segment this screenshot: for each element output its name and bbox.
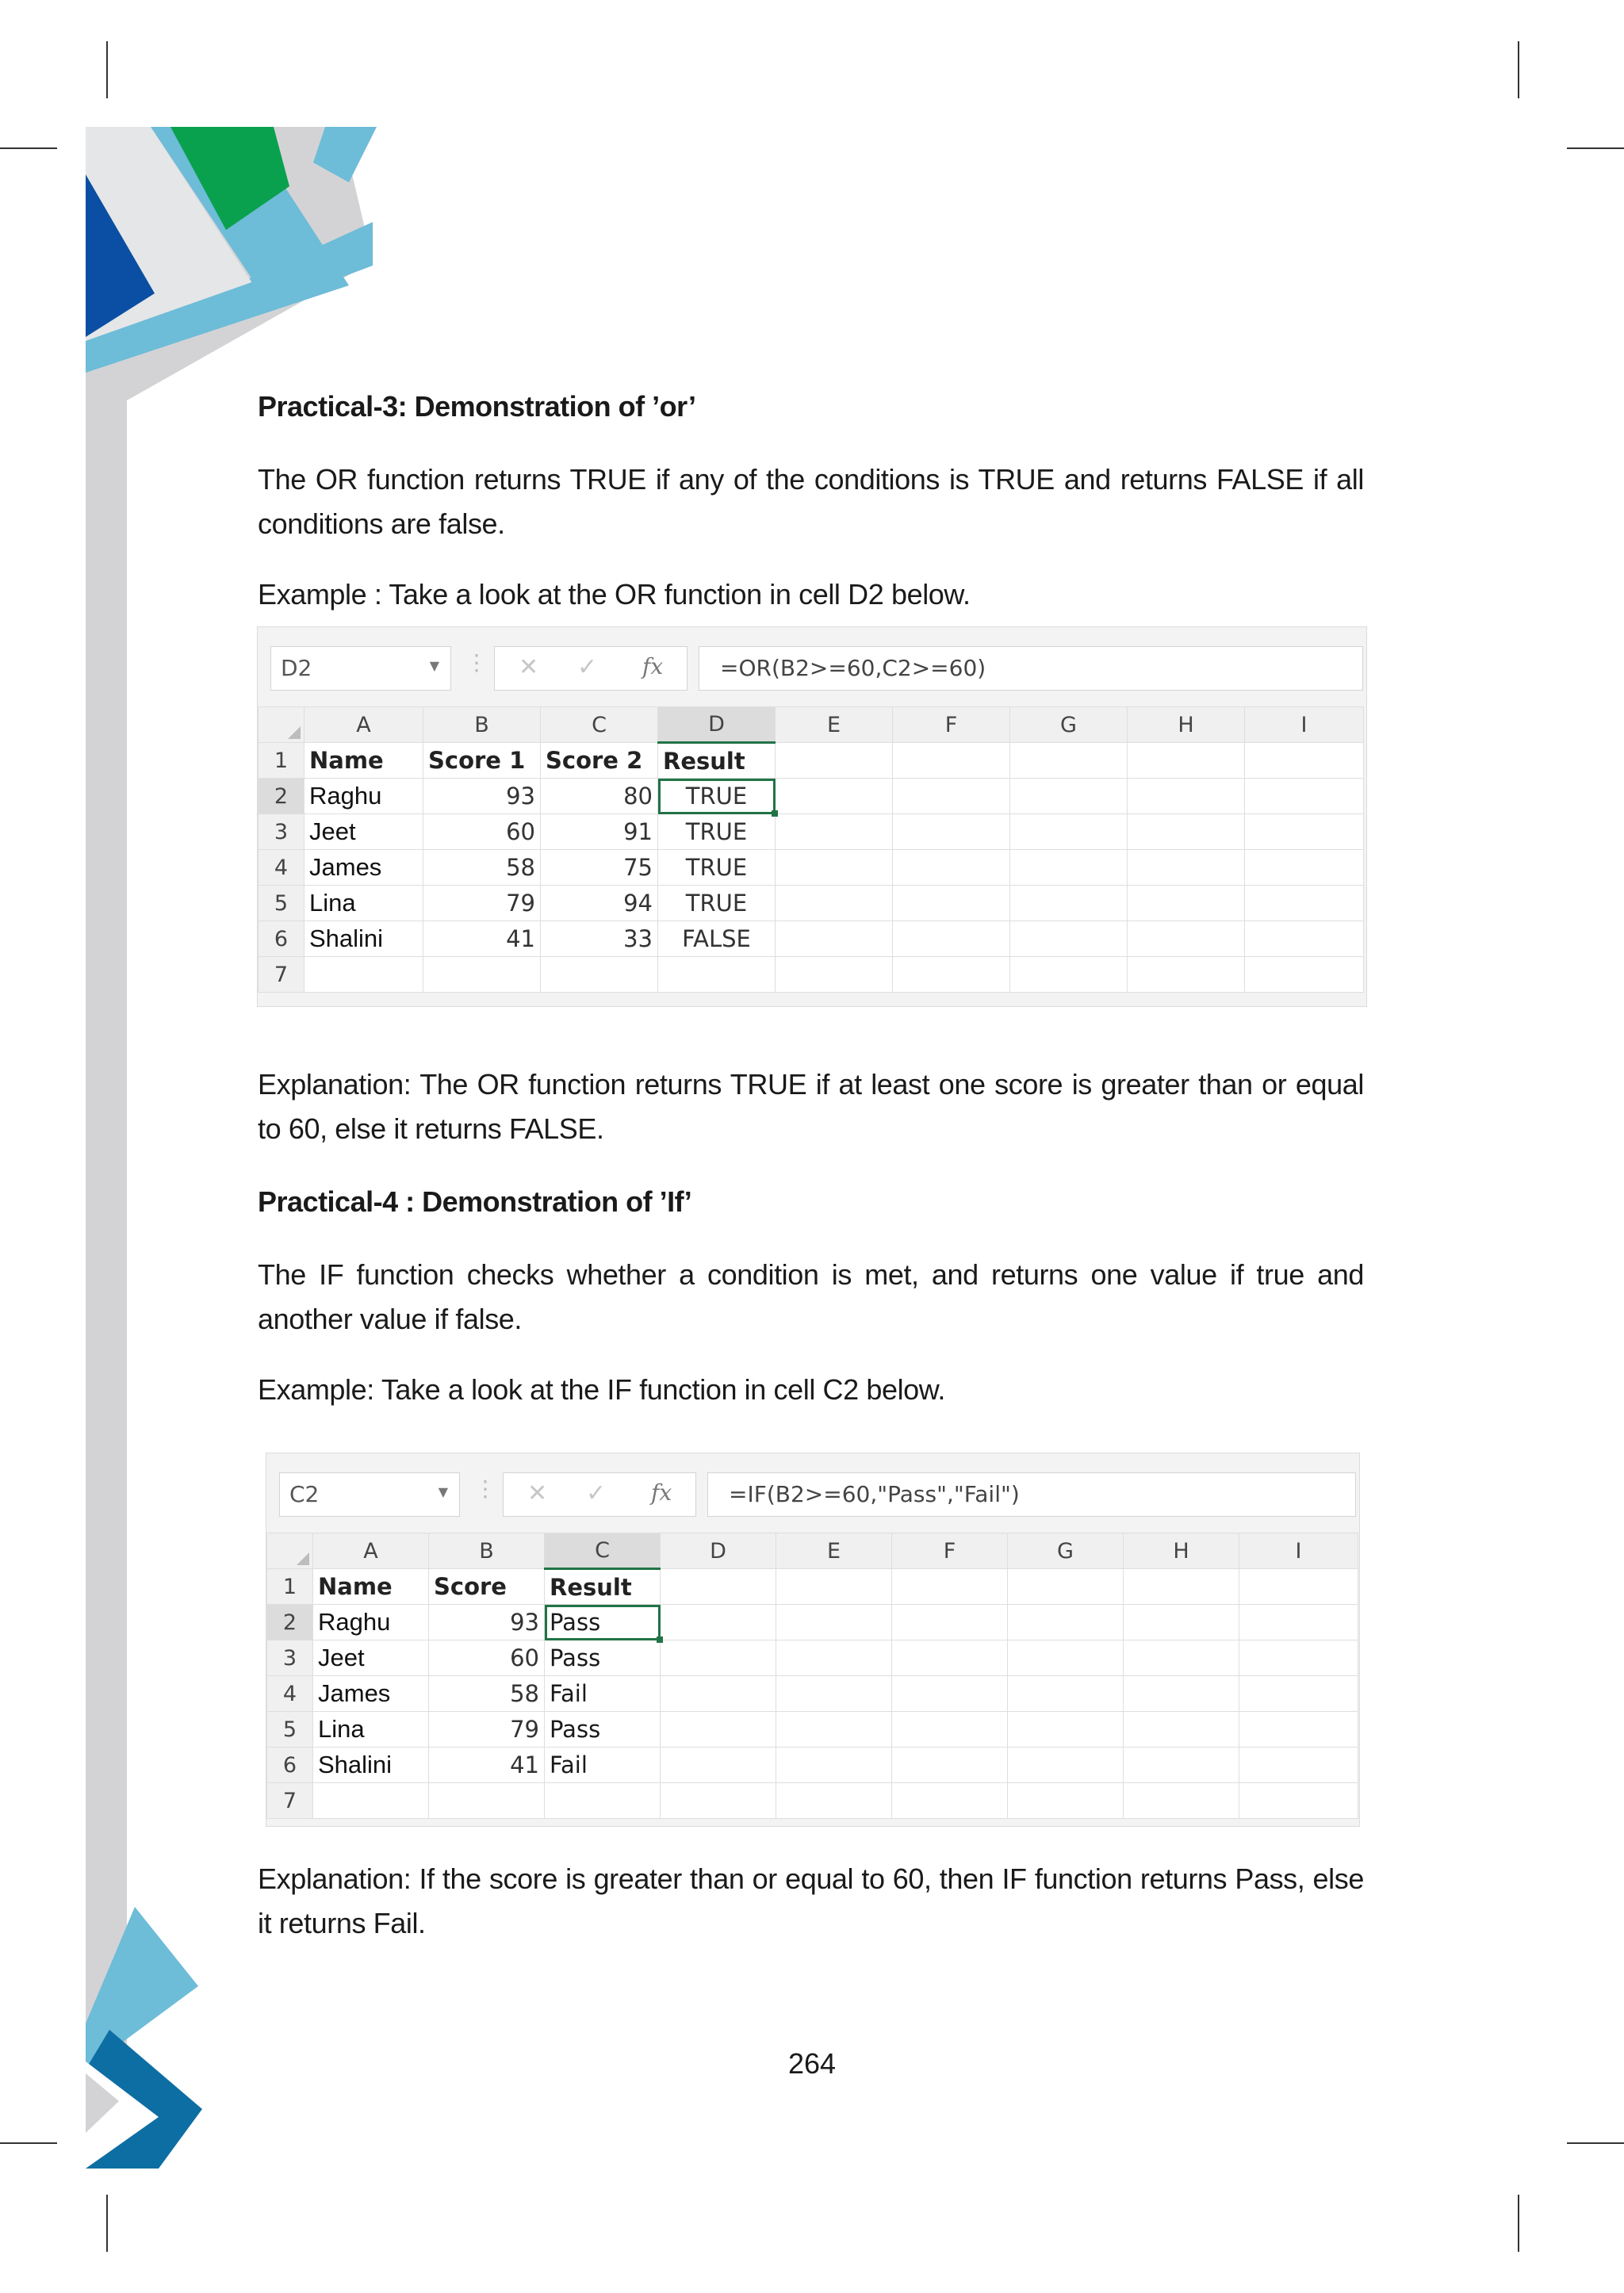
column-header: G <box>1008 1533 1124 1569</box>
table-cell <box>661 1569 776 1605</box>
table-cell <box>1010 921 1128 957</box>
table-cell <box>776 1569 892 1605</box>
column-header: F <box>892 1533 1008 1569</box>
table-cell <box>1128 957 1245 993</box>
table-cell <box>661 1640 776 1676</box>
table-cell: 41 <box>423 921 541 957</box>
or-spreadsheet-screenshot <box>257 626 1367 1007</box>
column-header: C <box>545 1533 661 1569</box>
column-header: H <box>1124 1533 1239 1569</box>
row-header: 1 <box>267 1569 313 1605</box>
table-cell <box>1245 743 1364 779</box>
active-cell: Pass <box>545 1605 661 1640</box>
table-cell <box>893 957 1010 993</box>
table-cell <box>1008 1676 1124 1712</box>
column-header-row <box>259 707 1364 743</box>
table-cell: TRUE <box>658 850 776 886</box>
crop-mark <box>1518 41 1519 98</box>
practical-4-heading: Practical-4 : Demonstration of ’If’ <box>258 1185 692 1218</box>
table-cell <box>1124 1640 1239 1676</box>
column-header: B <box>423 707 541 743</box>
drag-handle-icon: ⋮ <box>465 649 488 676</box>
column-header: A <box>313 1533 429 1569</box>
table-cell: 60 <box>423 814 541 850</box>
table-cell <box>893 779 1010 814</box>
table-row <box>259 850 1364 886</box>
table-cell: 41 <box>429 1748 545 1783</box>
table-cell <box>776 886 893 921</box>
if-spreadsheet-screenshot <box>266 1453 1360 1827</box>
table-cell <box>776 743 893 779</box>
table-cell: 75 <box>541 850 658 886</box>
table-cell <box>1239 1712 1358 1748</box>
table-cell <box>893 921 1010 957</box>
cancel-icon: ✕ <box>519 653 539 681</box>
table-cell <box>893 850 1010 886</box>
table-cell <box>776 779 893 814</box>
table-cell: 79 <box>423 886 541 921</box>
row-header: 5 <box>259 886 304 921</box>
table-cell <box>1008 1712 1124 1748</box>
table-cell <box>776 921 893 957</box>
table-cell <box>1128 850 1245 886</box>
row-header: 6 <box>259 921 304 957</box>
row-header: 3 <box>267 1640 313 1676</box>
table-cell: Pass <box>545 1712 661 1748</box>
table-cell <box>1128 886 1245 921</box>
select-all-corner <box>259 707 304 743</box>
crop-mark <box>1567 147 1624 149</box>
table-cell <box>776 1748 892 1783</box>
table-cell <box>1008 1640 1124 1676</box>
formula-text: =OR(B2>=60,C2>=60) <box>699 646 1363 691</box>
table-cell: Result <box>658 743 776 779</box>
table-cell <box>1239 1676 1358 1712</box>
or-example-intro: Example : Take a look at the OR function in cell D2 below. <box>258 578 971 611</box>
table-cell: Fail <box>545 1748 661 1783</box>
table-row <box>267 1676 1358 1712</box>
table-cell: 80 <box>541 779 658 814</box>
table-cell <box>776 1676 892 1712</box>
column-header: A <box>304 707 423 743</box>
crop-mark <box>1567 2142 1624 2144</box>
table-cell <box>893 814 1010 850</box>
column-header: I <box>1245 707 1364 743</box>
table-cell <box>1245 779 1364 814</box>
table-row <box>267 1748 1358 1783</box>
name-box-value: D2 <box>281 655 312 681</box>
table-cell: Jeet <box>313 1640 429 1676</box>
table-cell <box>423 957 541 993</box>
table-cell <box>1008 1748 1124 1783</box>
table-cell: Lina <box>304 886 423 921</box>
table-cell <box>1245 814 1364 850</box>
row-header: 2 <box>267 1605 313 1640</box>
table-cell <box>661 1676 776 1712</box>
row-header: 4 <box>267 1676 313 1712</box>
table-cell <box>661 1605 776 1640</box>
table-cell <box>1124 1712 1239 1748</box>
table-cell: Shalini <box>304 921 423 957</box>
table-cell: Lina <box>313 1712 429 1748</box>
column-header: B <box>429 1533 545 1569</box>
table-cell: 93 <box>423 779 541 814</box>
cancel-icon: ✕ <box>527 1480 548 1507</box>
table-cell: 91 <box>541 814 658 850</box>
select-all-corner <box>267 1533 313 1569</box>
table-row <box>259 779 1364 814</box>
table-row <box>259 743 1364 779</box>
table-cell: 33 <box>541 921 658 957</box>
fx-icon: fx <box>651 1480 672 1506</box>
table-cell <box>1239 1640 1358 1676</box>
table-cell: TRUE <box>658 814 776 850</box>
table-cell <box>1008 1605 1124 1640</box>
column-header: I <box>1239 1533 1358 1569</box>
row-header: 4 <box>259 850 304 886</box>
table-cell: 93 <box>429 1605 545 1640</box>
table-cell: 79 <box>429 1712 545 1748</box>
table-cell: 60 <box>429 1640 545 1676</box>
column-header-row <box>267 1533 1358 1569</box>
check-icon: ✓ <box>577 653 598 681</box>
fx-icon: fx <box>642 653 664 679</box>
table-cell <box>1128 921 1245 957</box>
row-header: 7 <box>267 1783 313 1819</box>
row-header: 3 <box>259 814 304 850</box>
table-cell: Name <box>313 1569 429 1605</box>
table-cell <box>892 1605 1008 1640</box>
table-cell <box>1245 850 1364 886</box>
column-header: G <box>1010 707 1128 743</box>
table-cell: Fail <box>545 1676 661 1712</box>
table-cell <box>1010 743 1128 779</box>
table-cell <box>1245 957 1364 993</box>
table-cell <box>1239 1605 1358 1640</box>
table-cell <box>892 1569 1008 1605</box>
or-description: The OR function returns TRUE if any of the conditions is TRUE and returns FALSE if all conditions are false. <box>258 463 1364 540</box>
table-cell <box>892 1783 1008 1819</box>
table-cell: Jeet <box>304 814 423 850</box>
table-cell: FALSE <box>658 921 776 957</box>
table-cell <box>1239 1569 1358 1605</box>
row-header: 7 <box>259 957 304 993</box>
table-cell <box>776 1783 892 1819</box>
table-cell: Score <box>429 1569 545 1605</box>
table-cell <box>658 957 776 993</box>
table-cell: 94 <box>541 886 658 921</box>
table-cell: Shalini <box>313 1748 429 1783</box>
column-header: E <box>776 707 893 743</box>
table-cell: 58 <box>423 850 541 886</box>
table-row <box>267 1783 1358 1819</box>
name-box <box>270 646 451 691</box>
page-number: 264 <box>787 2047 837 2080</box>
check-icon: ✓ <box>586 1480 607 1507</box>
name-box <box>279 1472 460 1517</box>
if-description: The IF function checks whether a condition is met, and returns one value if true and another value if false. <box>258 1258 1364 1335</box>
table-cell <box>1124 1569 1239 1605</box>
drag-handle-icon: ⋮ <box>474 1476 496 1502</box>
table-cell <box>892 1748 1008 1783</box>
table-cell <box>1010 779 1128 814</box>
table-row <box>259 886 1364 921</box>
table-cell: Score 1 <box>423 743 541 779</box>
table-row <box>259 921 1364 957</box>
row-header: 6 <box>267 1748 313 1783</box>
table-cell: 58 <box>429 1676 545 1712</box>
table-cell <box>776 957 893 993</box>
column-header: F <box>893 707 1010 743</box>
table-cell <box>1124 1783 1239 1819</box>
table-cell: Result <box>545 1569 661 1605</box>
active-cell: TRUE <box>658 779 776 814</box>
table-cell <box>313 1783 429 1819</box>
crop-mark <box>1518 2195 1519 2252</box>
if-example-intro: Example: Take a look at the IF function in cell C2 below. <box>258 1373 946 1406</box>
column-header: D <box>658 707 776 743</box>
table-cell <box>1124 1605 1239 1640</box>
table-cell <box>545 1783 661 1819</box>
table-cell <box>1245 886 1364 921</box>
column-header: E <box>776 1533 892 1569</box>
table-cell <box>776 814 893 850</box>
table-cell <box>661 1712 776 1748</box>
table-cell <box>1008 1569 1124 1605</box>
table-cell: Score 2 <box>541 743 658 779</box>
chevron-down-icon: ▼ <box>429 658 439 673</box>
table-cell <box>1239 1748 1358 1783</box>
table-cell <box>776 1640 892 1676</box>
table-cell <box>1239 1783 1358 1819</box>
table-cell: Pass <box>545 1640 661 1676</box>
row-header: 1 <box>259 743 304 779</box>
row-header: 2 <box>259 779 304 814</box>
formula-buttons <box>494 646 688 691</box>
table-cell <box>1124 1676 1239 1712</box>
table-cell: Name <box>304 743 423 779</box>
table-row <box>267 1712 1358 1748</box>
table-cell: Raghu <box>313 1605 429 1640</box>
table-cell <box>541 957 658 993</box>
table-cell <box>893 743 1010 779</box>
table-cell <box>429 1783 545 1819</box>
table-row <box>267 1640 1358 1676</box>
formula-text: =IF(B2>=60,"Pass","Fail") <box>707 1472 1356 1517</box>
table-cell <box>304 957 423 993</box>
or-explanation: Explanation: The OR function returns TRUE if at least one score is greater than or equal to 60, else it returns FALSE. <box>258 1068 1364 1145</box>
table-cell: James <box>313 1676 429 1712</box>
table-cell <box>661 1748 776 1783</box>
table-cell <box>1010 814 1128 850</box>
practical-3-heading: Practical-3: Demonstration of ’or’ <box>258 390 696 423</box>
table-cell <box>1008 1783 1124 1819</box>
name-box-value: C2 <box>289 1481 320 1507</box>
cell-grid <box>266 1533 1358 1819</box>
if-explanation: Explanation: If the score is greater than or equal to 60, then IF function returns Pass, else it returns Fail. <box>258 1862 1364 1939</box>
table-row <box>259 814 1364 850</box>
column-header: H <box>1128 707 1245 743</box>
table-row <box>259 957 1364 993</box>
table-row <box>267 1569 1358 1605</box>
column-header: C <box>541 707 658 743</box>
formula-bar <box>266 1453 1359 1525</box>
table-cell <box>1010 850 1128 886</box>
table-cell <box>1128 743 1245 779</box>
chevron-down-icon: ▼ <box>438 1484 448 1499</box>
table-cell: James <box>304 850 423 886</box>
table-cell: Raghu <box>304 779 423 814</box>
table-cell <box>893 886 1010 921</box>
cell-grid <box>258 706 1364 993</box>
table-cell <box>1010 886 1128 921</box>
table-cell <box>1245 921 1364 957</box>
formula-bar <box>258 627 1366 699</box>
table-cell <box>1010 957 1128 993</box>
table-cell: TRUE <box>658 886 776 921</box>
table-cell <box>1124 1748 1239 1783</box>
table-cell <box>776 1605 892 1640</box>
table-cell <box>776 1712 892 1748</box>
table-cell <box>892 1676 1008 1712</box>
table-row <box>267 1605 1358 1640</box>
table-cell <box>892 1712 1008 1748</box>
row-header: 5 <box>267 1712 313 1748</box>
table-cell <box>661 1783 776 1819</box>
column-header: D <box>661 1533 776 1569</box>
table-cell <box>776 850 893 886</box>
table-cell <box>892 1640 1008 1676</box>
formula-buttons <box>503 1472 696 1517</box>
table-cell <box>1128 814 1245 850</box>
table-cell <box>1128 779 1245 814</box>
